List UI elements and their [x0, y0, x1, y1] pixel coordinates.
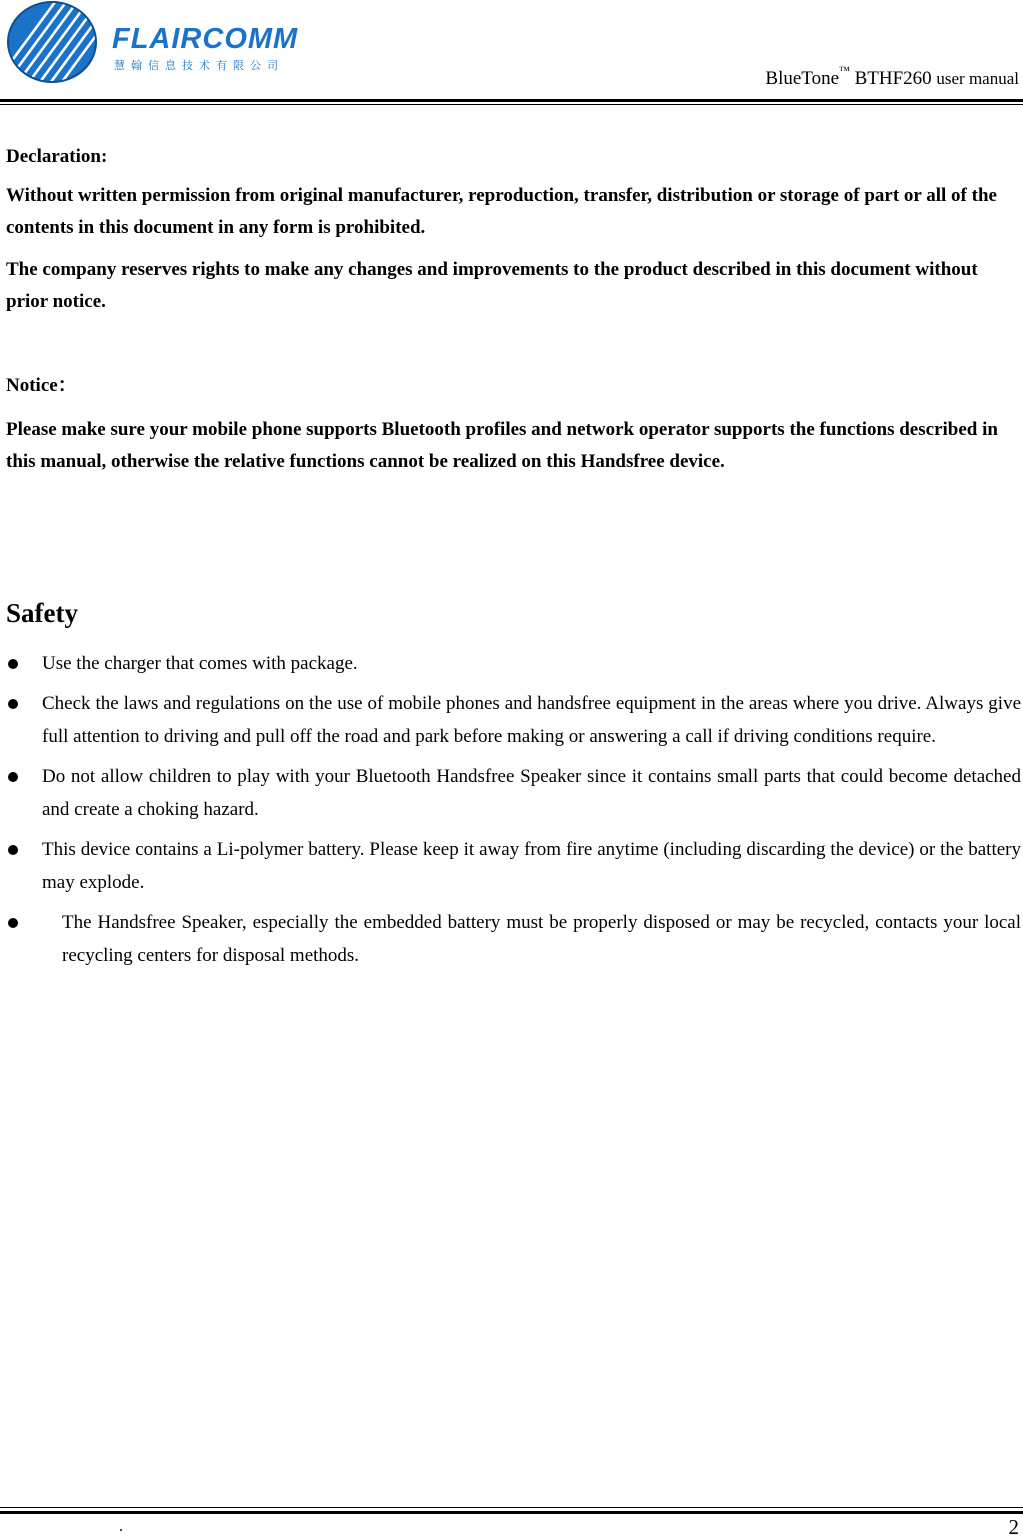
declaration-title: Declaration: — [6, 146, 108, 167]
product-name: BlueTone — [765, 68, 840, 89]
safety-item — [0, 647, 1023, 680]
safety-item-text: Check the laws and regulations on the use of mobile phones and handsfree equipment in the areas where you drive. Always give full attention to driving and pull off the road and park before making or answering a call if driving conditions require. — [42, 693, 1021, 747]
model-name: BTHF260 — [854, 68, 932, 89]
safety-title: Safety — [6, 598, 78, 628]
bullet-icon — [8, 659, 18, 669]
notice-title: Notice： — [6, 375, 77, 396]
footer-rule-thick — [0, 1511, 1023, 1514]
safety-item-text: The Handsfree Speaker, especially the embedded battery must be properly disposed or may be recycled, contacts your local recycling centers for disposal methods. — [62, 912, 1021, 966]
bullet-icon — [8, 845, 18, 855]
safety-item — [0, 687, 1023, 753]
logo-brand-text: FLAIRCOMM — [112, 23, 299, 55]
logo-subtitle-text: 慧翰信息技术有限公司 — [114, 59, 284, 72]
footer-mark: . — [119, 1518, 123, 1535]
trademark-symbol: ™ — [839, 64, 850, 77]
safety-item — [0, 906, 1023, 972]
safety-item-text: Use the charger that comes with package. — [42, 653, 358, 674]
header-rule-thin — [0, 104, 1023, 105]
safety-item-text: Do not allow children to play with your Bluetooth Handsfree Speaker since it contains small parts that could become detached and create a choking hazard. — [42, 766, 1021, 820]
safety-item — [0, 760, 1023, 826]
header-rule-thick — [0, 99, 1023, 102]
company-logo — [6, 0, 316, 86]
declaration-paragraph-1: Without written permission from original manufacturer, reproduction, transfer, distribution or storage of part or all of the contents in this document in any form is prohibited. — [6, 185, 997, 238]
doc-type: user manual — [936, 69, 1019, 88]
page-number: 2 — [1008, 1515, 1019, 1539]
safety-item-text: This device contains a Li-polymer battery. Please keep it away from fire anytime (including discarding the device) or the battery may explode. — [42, 839, 1021, 893]
document-title — [765, 64, 1019, 90]
bullet-icon — [8, 772, 18, 782]
safety-list — [0, 647, 1023, 979]
bullet-icon — [8, 699, 18, 709]
safety-item — [0, 833, 1023, 899]
footer-rule-thin — [0, 1507, 1023, 1508]
flaircomm-globe-icon — [6, 0, 106, 86]
page-header — [0, 0, 1023, 110]
notice-paragraph: Please make sure your mobile phone supports Bluetooth profiles and network operator supports the functions described in this manual, otherwise the relative functions cannot be realized on this Handsfree device. — [6, 419, 998, 472]
bullet-icon — [8, 918, 18, 928]
declaration-paragraph-2: The company reserves rights to make any changes and improvements to the product described in this document without prior notice. — [6, 259, 978, 312]
